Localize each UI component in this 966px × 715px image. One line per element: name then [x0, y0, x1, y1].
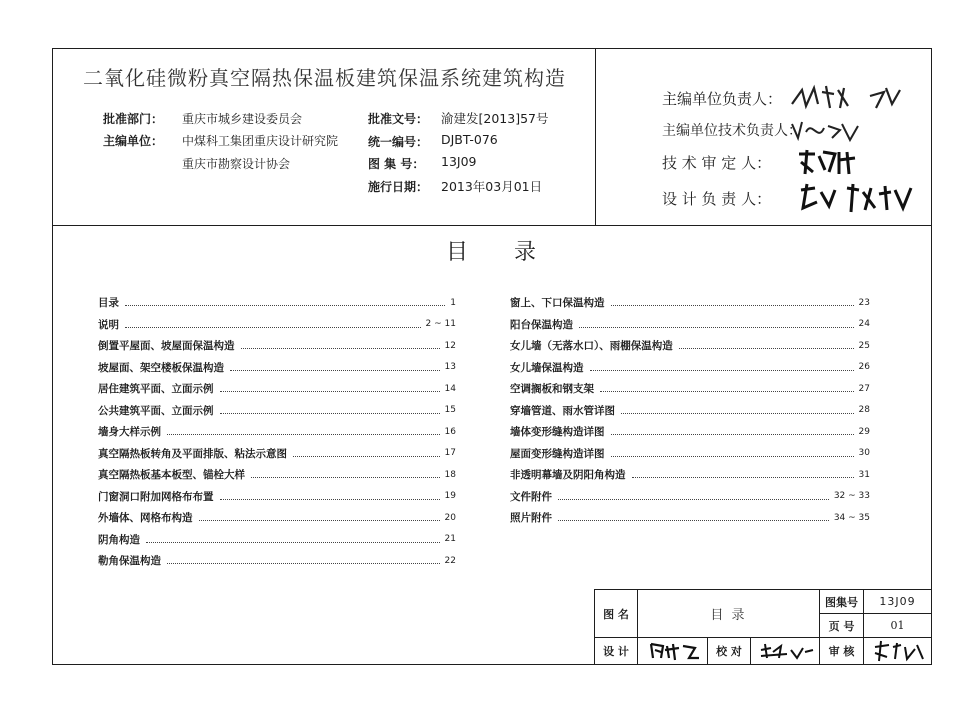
page-no-value: 01 — [890, 619, 905, 632]
toc-leader — [230, 364, 440, 371]
toc-item-title: 非透明幕墙及阴阳角构造 — [510, 469, 626, 482]
toc-item-page: 15 — [444, 405, 456, 416]
toc-item-title: 空调搁板和钢支架 — [510, 383, 594, 396]
toc-item[interactable] — [98, 335, 456, 357]
toc-item-title: 坡屋面、架空楼板保温构造 — [98, 361, 224, 374]
toc-heading-char-2: 录 — [514, 240, 537, 265]
approval-doc-label: 批准文号： — [368, 112, 429, 126]
toc-item-page: 29 — [858, 426, 870, 437]
atlas-no-label-tb: 图集号 — [825, 595, 858, 609]
unit-head-signature — [788, 82, 908, 114]
toc-item-page: 17 — [444, 448, 456, 459]
toc-leader — [600, 385, 854, 392]
unified-no-value: DJBT-076 — [441, 132, 498, 147]
toc-item[interactable] — [510, 357, 870, 379]
toc-item-title: 目录 — [98, 297, 119, 310]
toc-item-page: 21 — [444, 534, 456, 545]
toc-leader — [199, 514, 440, 521]
toc-item-page: 14 — [444, 383, 456, 394]
toc-item[interactable] — [510, 335, 870, 357]
toc-item[interactable] — [98, 400, 456, 422]
toc-item-page: 19 — [444, 491, 456, 502]
toc-leader — [220, 385, 440, 392]
editor-unit-label: 主编单位： — [103, 134, 164, 148]
effective-date-value: 2013年03月01日 — [441, 179, 543, 194]
toc-leader — [220, 493, 440, 500]
header-vertical-divider — [595, 48, 596, 226]
reviewer-signature — [871, 639, 929, 663]
unified-no-label: 统一编号： — [368, 135, 429, 149]
toc-item[interactable] — [510, 486, 870, 508]
toc-item-title: 屋面变形缝构造详图 — [510, 447, 605, 460]
toc-item-title: 真空隔热板转角及平面排版、粘法示意图 — [98, 447, 287, 460]
toc-item-title: 墙身大样示例 — [98, 426, 161, 439]
toc-leader — [579, 321, 854, 328]
toc-item[interactable] — [510, 314, 870, 336]
design-label: 设 计 — [603, 645, 629, 658]
atlas-no-value-tb: 13J09 — [879, 595, 916, 608]
header-divider — [52, 225, 932, 226]
tech-head-label: 主编单位技术负责人： — [662, 123, 802, 139]
checker-signature — [757, 640, 817, 662]
approval-dept-value: 重庆市城乡建设委员会 — [182, 112, 303, 126]
toc-leader — [146, 536, 440, 543]
toc-item[interactable] — [98, 507, 456, 529]
approval-doc-value: 渝建发[2013]57号 — [441, 111, 549, 126]
toc-left-column — [98, 292, 456, 572]
toc-item[interactable] — [98, 529, 456, 551]
toc-item[interactable] — [510, 507, 870, 529]
toc-heading-char-1: 目 — [446, 240, 469, 265]
toc-item-page: 13 — [444, 362, 456, 373]
drawing-name-label: 图 名 — [603, 607, 629, 621]
review-label: 审 核 — [828, 645, 855, 658]
toc-leader — [590, 364, 854, 371]
toc-item[interactable] — [98, 464, 456, 486]
editor-unit-2: 重庆市勘察设计协会 — [182, 157, 291, 171]
toc-item-page: 2 ~ 11 — [425, 319, 456, 330]
toc-item-title: 穿墙管道、雨水管详图 — [510, 404, 615, 417]
atlas-title: 二氧化硅微粉真空隔热保温板建筑保温系统建筑构造 — [83, 66, 566, 90]
toc-item-title: 照片附件 — [510, 512, 552, 525]
toc-item-title: 阳台保温构造 — [510, 318, 573, 331]
toc-item[interactable] — [98, 357, 456, 379]
toc-item[interactable] — [510, 421, 870, 443]
toc-leader — [293, 450, 440, 457]
drawing-name-value: 目 录 — [710, 608, 747, 623]
toc-leader — [251, 471, 440, 478]
toc-item[interactable] — [98, 378, 456, 400]
toc-item-title: 外墙体、网格布构造 — [98, 512, 193, 525]
toc-item-page: 34 ~ 35 — [833, 512, 870, 523]
toc-item-title: 阴角构造 — [98, 533, 140, 546]
effective-date-label: 施行日期： — [368, 180, 429, 194]
toc-item-title: 居住建筑平面、立面示例 — [98, 383, 214, 396]
toc-leader — [125, 321, 421, 328]
toc-leader — [611, 450, 854, 457]
toc-item[interactable] — [510, 378, 870, 400]
toc-leader — [621, 407, 854, 414]
toc-item-title: 勒角保温构造 — [98, 555, 161, 568]
atlas-no-label: 图 集 号： — [368, 157, 425, 171]
toc-item-page: 28 — [858, 405, 870, 416]
toc-item-title: 真空隔热板基本板型、锚栓大样 — [98, 469, 245, 482]
toc-item-page: 22 — [444, 555, 456, 566]
toc-item[interactable] — [510, 464, 870, 486]
toc-heading — [446, 235, 582, 266]
toc-leader — [611, 428, 854, 435]
toc-leader — [611, 299, 854, 306]
toc-leader — [558, 493, 829, 500]
toc-item[interactable] — [98, 486, 456, 508]
toc-item[interactable] — [98, 421, 456, 443]
toc-item-title: 墙体变形缝构造详图 — [510, 426, 605, 439]
toc-item[interactable] — [98, 443, 456, 465]
toc-leader — [220, 407, 440, 414]
design-head-label: 设 计 负 责 人： — [662, 190, 772, 208]
toc-item-page: 18 — [444, 469, 456, 480]
toc-leader — [241, 342, 440, 349]
toc-item-title: 门窗洞口附加网格布布置 — [98, 490, 214, 503]
toc-leader — [558, 514, 829, 521]
toc-leader — [167, 428, 440, 435]
toc-item[interactable] — [98, 292, 456, 314]
toc-item-title: 倒置平屋面、坡屋面保温构造 — [98, 340, 235, 353]
toc-item-page: 30 — [858, 448, 870, 459]
design-head-signature — [795, 182, 915, 216]
toc-leader — [632, 471, 854, 478]
toc-item-page: 27 — [858, 383, 870, 394]
toc-item-page: 12 — [444, 340, 456, 351]
toc-item-page: 20 — [444, 512, 456, 523]
toc-item-title: 窗上、下口保温构造 — [510, 297, 605, 310]
toc-item-title: 文件附件 — [510, 490, 552, 503]
toc-item-page: 23 — [858, 297, 870, 308]
atlas-no-value: 13J09 — [441, 154, 477, 169]
tech-review-label: 技 术 审 定 人： — [662, 154, 772, 172]
toc-leader — [125, 299, 445, 306]
tech-review-signature — [795, 146, 865, 178]
toc-item-page: 1 — [450, 297, 456, 308]
toc-item-title: 公共建筑平面、立面示例 — [98, 404, 214, 417]
toc-item-page: 32 ~ 33 — [833, 491, 870, 502]
toc-item[interactable] — [98, 314, 456, 336]
toc-item-title: 说明 — [98, 318, 119, 331]
toc-leader — [167, 557, 440, 564]
toc-item-page: 24 — [858, 319, 870, 330]
toc-item[interactable] — [510, 443, 870, 465]
toc-right-column — [510, 292, 870, 529]
toc-item[interactable] — [510, 292, 870, 314]
page-no-label: 页 号 — [828, 619, 855, 633]
editor-unit-1: 中煤科工集团重庆设计研究院 — [182, 134, 339, 148]
toc-item-page: 16 — [444, 426, 456, 437]
toc-item-title: 女儿墙（无落水口）、雨棚保温构造 — [510, 340, 673, 353]
toc-item-page: 25 — [858, 340, 870, 351]
check-label: 校 对 — [716, 645, 742, 658]
title-block — [594, 589, 932, 665]
toc-item-page: 31 — [858, 469, 870, 480]
toc-leader — [679, 342, 854, 349]
toc-item-title: 女儿墙保温构造 — [510, 361, 584, 374]
toc-item[interactable] — [510, 400, 870, 422]
designer-signature — [645, 640, 705, 662]
approval-dept-label: 批准部门： — [103, 112, 164, 126]
toc-item[interactable] — [98, 550, 456, 572]
tech-head-signature — [788, 114, 868, 144]
unit-head-label: 主编单位负责人： — [662, 90, 783, 108]
toc-item-page: 26 — [858, 362, 870, 373]
